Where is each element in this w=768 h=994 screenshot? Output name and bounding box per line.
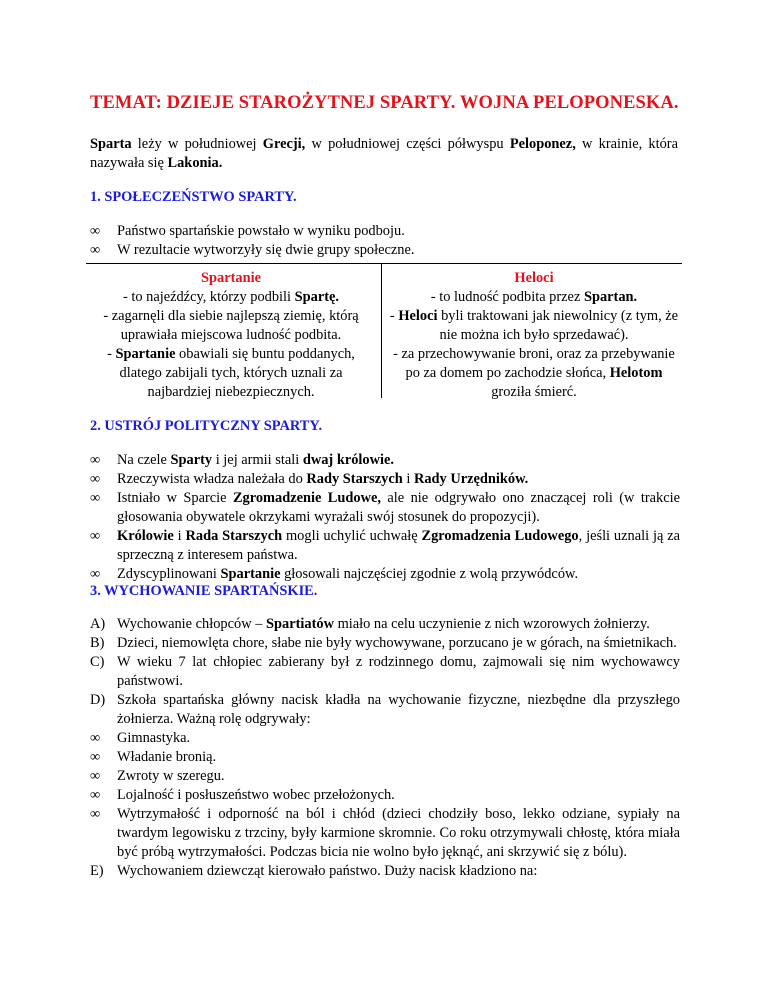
bullet-text: i jej armii stali: [212, 452, 303, 468]
cell-text: -: [107, 346, 116, 362]
bullet-text: ale nie odgrywało ono znaczącej roli (w trakcie głosowania obywatele okrzykami wyrażali swój stosunek do propozycji).: [117, 490, 680, 525]
page-title: TEMAT: DZIEJE STAROŻYTNEJ SPARTY. WOJNA PELOPONESKA.: [90, 93, 679, 113]
infinity-bullet-icon: ∞: [90, 223, 101, 239]
section-2-bullets: [90, 451, 680, 584]
intro-bold: Peloponez,: [509, 136, 576, 152]
spartans-column: [86, 269, 376, 402]
list-text: miało na celu uczynienie z nich wzorowych żołnierzy.: [333, 616, 650, 632]
infinity-bullet-icon: ∞: [90, 566, 101, 582]
cell-bold: Heloci: [398, 308, 438, 324]
bullet-text: , jeśli uznali ją za sprzeczną z interesem państwa.: [117, 528, 680, 563]
list-item: [90, 634, 680, 653]
section-1-bullets: [90, 222, 680, 260]
table-divider: [381, 263, 382, 398]
bullet-text: Władanie bronią.: [117, 749, 217, 765]
section-2-heading: 2. USTRÓJ POLITYCZNY SPARTY.: [90, 418, 323, 434]
bullet-text: i: [173, 528, 186, 544]
list-text: Dzieci, niemowlęta chore, słabe nie były wychowywane, porzucano je w górach, na śmietnikach.: [117, 635, 677, 651]
cell-text: -: [389, 308, 399, 324]
list-item: [90, 615, 680, 634]
infinity-bullet-icon: ∞: [90, 749, 101, 765]
intro-paragraph: [90, 135, 678, 173]
cell-text: groziła śmierć.: [491, 384, 577, 400]
spartans-line: - zagarnęli dla siebie najlepszą ziemię, którą uprawiała miejscowa ludność podbita.: [103, 308, 359, 343]
bullet-item: [90, 729, 680, 748]
cell-bold: Helotom: [609, 365, 663, 381]
helots-line: [386, 307, 682, 345]
list-text: W wieku 7 lat chłopiec zabierany był z rodzinnego domu, zajmowali się nim wychowawcy państwowi.: [117, 654, 680, 689]
list-text: Wychowaniem dziewcząt kierowało państwo. Duży nacisk kładziono na:: [117, 863, 538, 879]
infinity-bullet-icon: ∞: [90, 730, 101, 746]
list-item: [90, 691, 680, 729]
intro-bold: Sparta: [90, 136, 132, 152]
list-label: B): [90, 635, 105, 651]
spartans-line: [86, 288, 376, 307]
groups-table: [86, 263, 682, 398]
cell-text: byli traktowani jak niewolnicy (z tym, że nie można ich było sprzedawać).: [437, 308, 679, 343]
bullet-item: [90, 241, 680, 260]
cell-text: obawiali się buntu poddanych, dlatego zabijali tych, których uznali za najbardziej niebezpiecznych.: [119, 346, 355, 400]
intro-text: leży w południowej: [131, 136, 263, 152]
bullet-text: Zwroty w szeregu.: [117, 768, 225, 784]
bullet-item: [90, 470, 680, 489]
bullet-bold: Spartanie: [220, 566, 281, 582]
intro-bold: Grecji,: [262, 136, 306, 152]
bullet-item: [90, 767, 680, 786]
list-item: [90, 653, 680, 691]
intro-text: w południowej części półwyspu: [305, 136, 510, 152]
intro-text: w krainie, która nazywała się: [90, 136, 678, 171]
bullet-item: [90, 222, 680, 241]
bullet-text: Istniało w Sparcie: [117, 490, 233, 506]
cell-text: - to najeźdźcy, którzy podbili: [122, 289, 295, 305]
bullet-text: Zdyscyplinowani: [117, 566, 221, 582]
bullet-item: [90, 805, 680, 862]
bullet-text: Na czele: [117, 452, 171, 468]
list-label: D): [90, 692, 106, 708]
cell-bold: Spartanie: [115, 346, 176, 362]
bullet-text: Wytrzymałość i odporność na ból i chłód (dzieci chodziły boso, lekko odziane, sypiały na twardym legowisku z trzciny, były karmione skromnie. Co roku otrzymywali chłostę, która miała być próbą wytrzymałości. Podczas bicia nie wolno było jęknąć, ani skrzywić się z bólu).: [117, 806, 680, 860]
bullet-bold: Rady Urzędników.: [413, 471, 529, 487]
infinity-bullet-icon: ∞: [90, 490, 101, 506]
helots-line: [386, 345, 682, 402]
list-text: Szkoła spartańska główny nacisk kładła na wychowanie fizyczne, niezbędne dla przyszłego żołnierza. Ważną rolę odgrywały:: [117, 692, 680, 727]
list-text: Wychowanie chłopców –: [117, 616, 266, 632]
list-bold: Spartiatów: [266, 616, 334, 632]
infinity-bullet-icon: ∞: [90, 528, 101, 544]
section-1-heading: 1. SPOŁECZEŃSTWO SPARTY.: [90, 189, 297, 205]
helots-heading: Heloci: [514, 270, 554, 286]
bullet-item: [90, 489, 680, 527]
list-label: C): [90, 654, 105, 670]
spartans-line: [86, 345, 376, 402]
bullet-item: [90, 565, 680, 584]
list-item: [90, 862, 680, 881]
infinity-bullet-icon: ∞: [90, 452, 101, 468]
bullet-bold: Sparty: [170, 452, 213, 468]
bullet-text: i: [402, 471, 414, 487]
cell-text: - za przechowywanie broni, oraz za przebywanie po za domem po zachodzie słońca,: [393, 346, 675, 381]
bullet-bold: Zgromadzenie Ludowe,: [232, 490, 381, 506]
list-label: A): [90, 616, 106, 632]
section-3-heading: 3. WYCHOWANIE SPARTAŃSKIE.: [90, 583, 318, 599]
helots-column: [386, 269, 682, 402]
bullet-item: [90, 786, 680, 805]
bullet-item: [90, 451, 680, 470]
bullet-text: W rezultacie wytworzyły się dwie grupy społeczne.: [117, 242, 415, 258]
infinity-bullet-icon: ∞: [90, 471, 101, 487]
bullet-text: mogli uchylić uchwałę: [282, 528, 422, 544]
intro-bold: Lakonia.: [167, 155, 223, 171]
cell-text: - to ludność podbita przez: [430, 289, 584, 305]
infinity-bullet-icon: ∞: [90, 806, 101, 822]
infinity-bullet-icon: ∞: [90, 787, 101, 803]
cell-bold: Spartan.: [583, 289, 638, 305]
bullet-bold: Królowie: [117, 528, 174, 544]
bullet-item: [90, 527, 680, 565]
list-label: E): [90, 863, 104, 879]
bullet-bold: Rady Starszych: [306, 471, 403, 487]
cell-bold: Spartę.: [294, 289, 340, 305]
bullet-text: Lojalność i posłuszeństwo wobec przełożonych.: [117, 787, 395, 803]
section-3-list: [90, 615, 680, 881]
bullet-bold: Zgromadzenia Ludowego: [421, 528, 579, 544]
bullet-text: głosowali najczęściej zgodnie z wolą przywódców.: [280, 566, 579, 582]
bullet-text: Gimnastyka.: [117, 730, 191, 746]
infinity-bullet-icon: ∞: [90, 242, 101, 258]
table-top-border: [86, 263, 682, 264]
bullet-bold: dwaj królowie.: [302, 452, 394, 468]
bullet-text: Państwo spartańskie powstało w wyniku podboju.: [117, 223, 405, 239]
helots-line: [386, 288, 682, 307]
bullet-text: Rzeczywista władza należała do: [117, 471, 307, 487]
spartans-heading: Spartanie: [201, 270, 261, 286]
bullet-item: [90, 748, 680, 767]
bullet-bold: Rada Starszych: [185, 528, 283, 544]
infinity-bullet-icon: ∞: [90, 768, 101, 784]
